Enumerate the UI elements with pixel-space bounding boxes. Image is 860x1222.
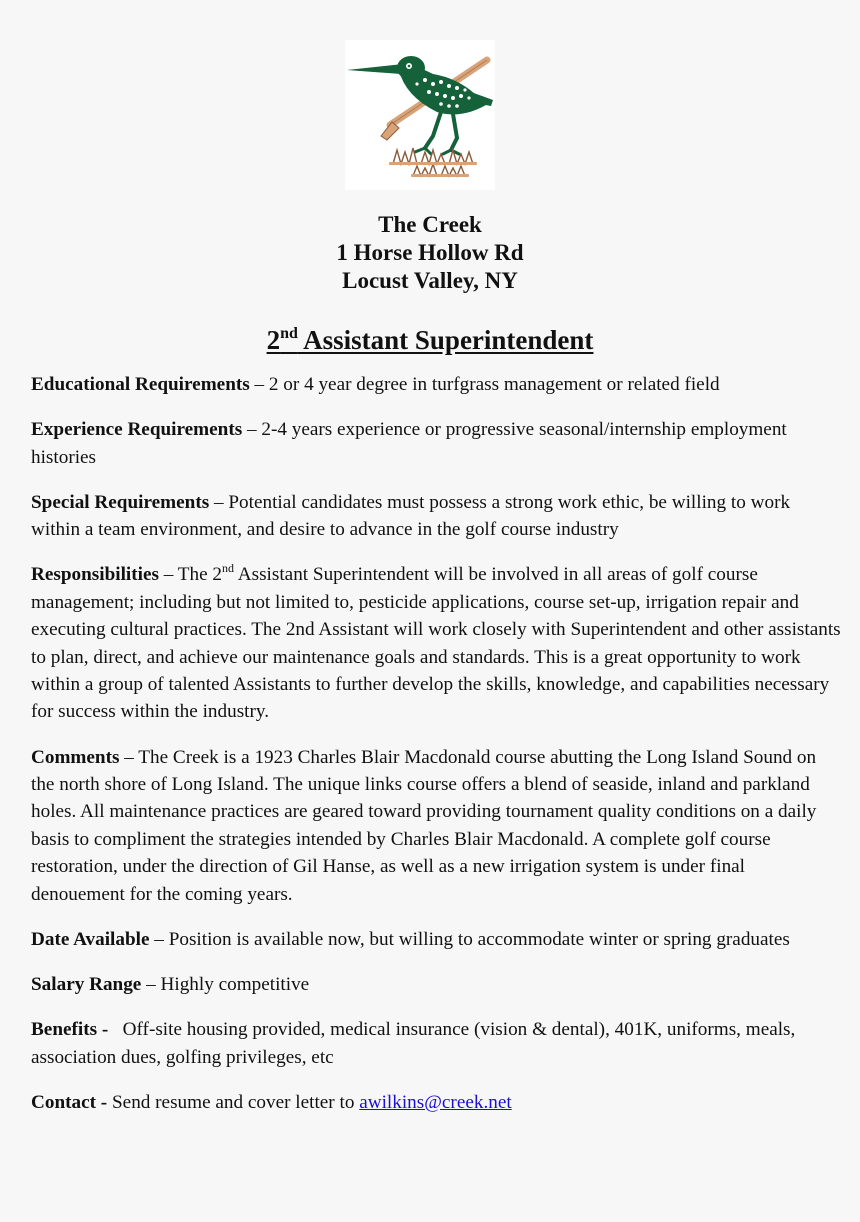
special-label: Special Requirements [31,491,210,513]
comments-section [31,744,841,908]
benefits-text: Off-site housing provided, medical insurance (vision & dental), 401K, uniforms, meals, association dues, golfing privileges, etc [31,1019,801,1068]
club-name: The Creek [378,212,482,237]
benefits-section [31,1016,841,1071]
contact-section [31,1089,841,1116]
comments-text: – The Creek is a 1923 Charles Blair Macdonald course abutting the Long Island Sound on the north shore of Long Island. The unique links course offers a blend of seaside, inland and parkland holes. All maintenance practices are geared toward providing tournament quality conditions on a daily basis to compliment the strategies intended by Charles Blair Macdonald. A complete golf course restoration, under the direction of Gil Hanse, as well as a new irrigation system is under final denouement for the coming years. [31,746,817,905]
education-text: – 2 or 4 year degree in turfgrass management or related field [249,374,720,395]
experience-label: Experience Requirements [31,419,243,441]
job-title-ordinal: nd [280,325,298,342]
responsibilities-label: Responsibilities [31,564,159,586]
benefits-label: Benefits - [31,1019,109,1041]
date-section [31,926,841,953]
job-title [0,322,860,358]
job-title-text: Assistant Superintendent [297,325,594,355]
responsibilities-text-a: – The 2 [158,564,223,586]
special-text: – Potential candidates must possess a strong work ethic, be willing to work within a team environment, and desire to advance in the golf course industry [31,491,791,541]
contact-text: Send resume and cover letter to [107,1091,360,1113]
salary-text: – Highly competitive [141,974,310,996]
club-city-state: Locust Valley, NY [342,268,518,293]
contact-email-link[interactable]: awilkins@creek.net [359,1091,512,1113]
education-label: Educational Requirements [31,374,250,395]
contact-label: Contact - [31,1091,108,1113]
date-label: Date Available [31,928,150,950]
experience-section [31,416,841,471]
comments-label: Comments [31,746,120,768]
kingfisher-icon [345,40,495,190]
salary-label: Salary Range [31,974,142,996]
club-address-block [0,211,860,295]
salary-section [31,971,841,998]
job-description [31,371,841,1134]
special-section [31,489,841,544]
responsibilities-ordinal: nd [222,561,235,576]
date-text: – Position is available now, but willing to accommodate winter or spring graduates [149,928,790,950]
responsibilities-section [31,561,841,725]
club-street-address: 1 Horse Hollow Rd [336,240,524,265]
responsibilities-text-b: Assistant Superintendent will be involved in all areas of golf course management; including but not limited to, pesticide applications, course set-up, irrigation repair and executing cultural practices. The 2nd Assistant will work closely with Superintendent and other assistants to plan, direct, and achieve our maintenance goals and standards. This is a great opportunity to work within a group of talented Assistants to further develop the skills, knowledge, and capabilities necessary for success within the industry. [31,564,841,723]
experience-text: – 2-4 years experience or progressive seasonal/internship employment histories [31,419,787,468]
club-logo [345,40,495,190]
job-title-number: 2 [266,325,281,355]
education-section [31,371,841,398]
